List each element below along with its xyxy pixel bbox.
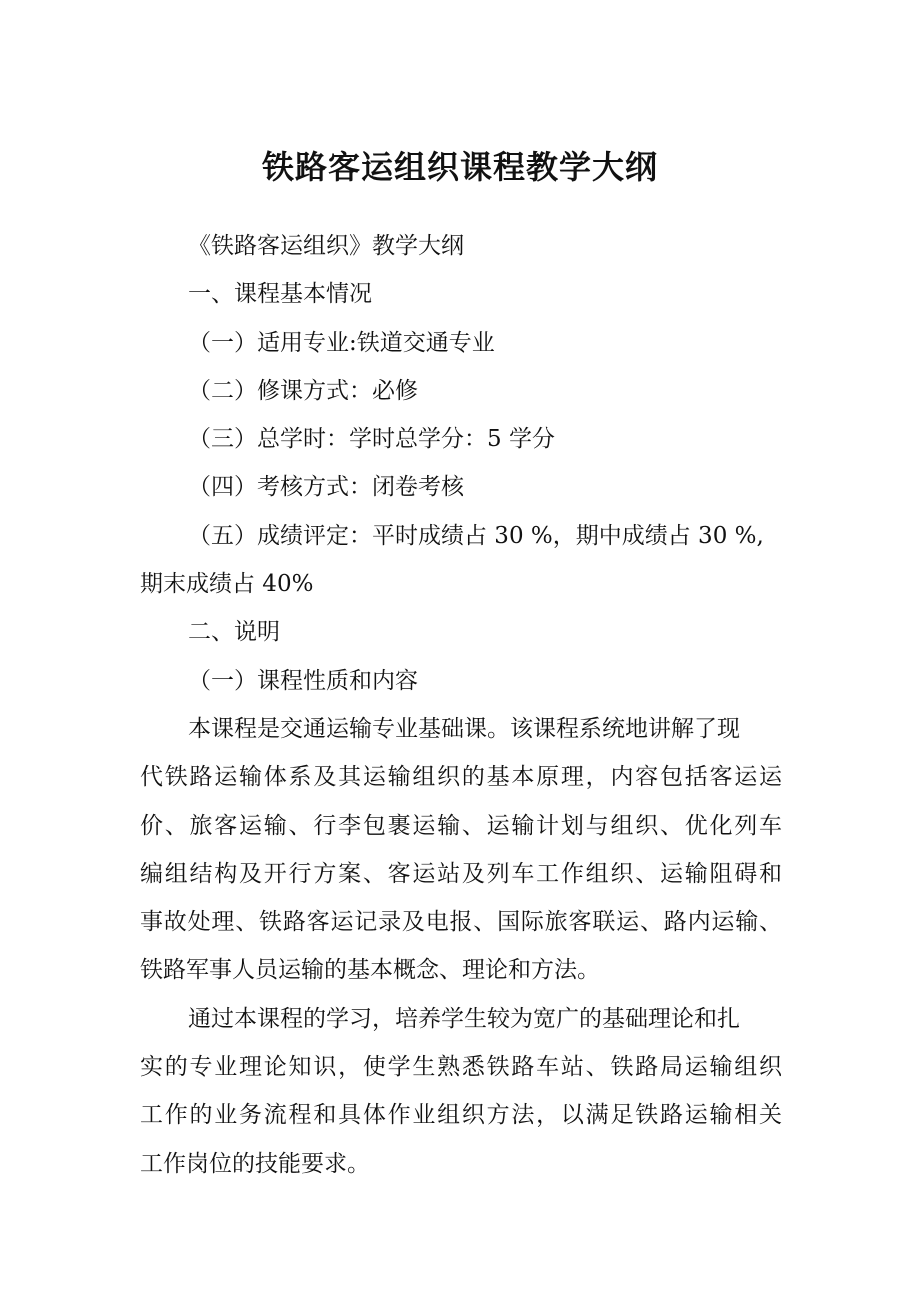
text-line: 二、说明 [188,619,280,646]
text-line: （五）成绩评定：平时成绩占 30 %，期中成绩占 30 %, [188,522,764,549]
text-line: （二）修课方式：必修 [188,377,418,404]
text-line: 铁路军事人员运输的基本概念、理论和方法。 [140,957,600,984]
text-line: 工作的业务流程和具体作业组织方法，以满足铁路运输相关 [140,1102,782,1129]
document-body [140,226,782,1192]
document-title: 铁路客运组织课程教学大纲 [261,148,658,186]
text-line: 事故处理、铁路客运记录及电报、国际旅客联运、路内运输、 [140,909,782,936]
text-line: 一、课程基本情况 [188,281,372,308]
text-line: 代铁路运输体系及其运输组织的基本原理，内容包括客运运 [140,764,782,791]
text-line: （一）适用专业:铁道交通专业 [188,329,495,356]
text-line: 通过本课程的学习，培养学生较为宽广的基础理论和扎 [188,1005,740,1032]
text-line: 编组结构及开行方案、客运站及列车工作组织、运输阻碍和 [140,860,782,887]
text-line: 工作岗位的技能要求。 [140,1150,370,1177]
text-line: 价、旅客运输、行李包裹运输、运输计划与组织、优化列车 [140,812,782,839]
text-line: （三）总学时：学时总学分：5 学分 [188,426,555,453]
text-line: 本课程是交通运输专业基础课。该课程系统地讲解了现 [188,715,740,742]
text-line: 《铁路客运组织》教学大纲 [188,233,464,259]
text-line: 实的专业理论知识，使学生熟悉铁路车站、铁路局运输组织 [140,1054,782,1081]
text-line: 期末成绩占 40% [140,571,314,598]
text-line: （一）课程性质和内容 [188,667,418,694]
text-line: （四）考核方式：闭卷考核 [188,474,464,501]
